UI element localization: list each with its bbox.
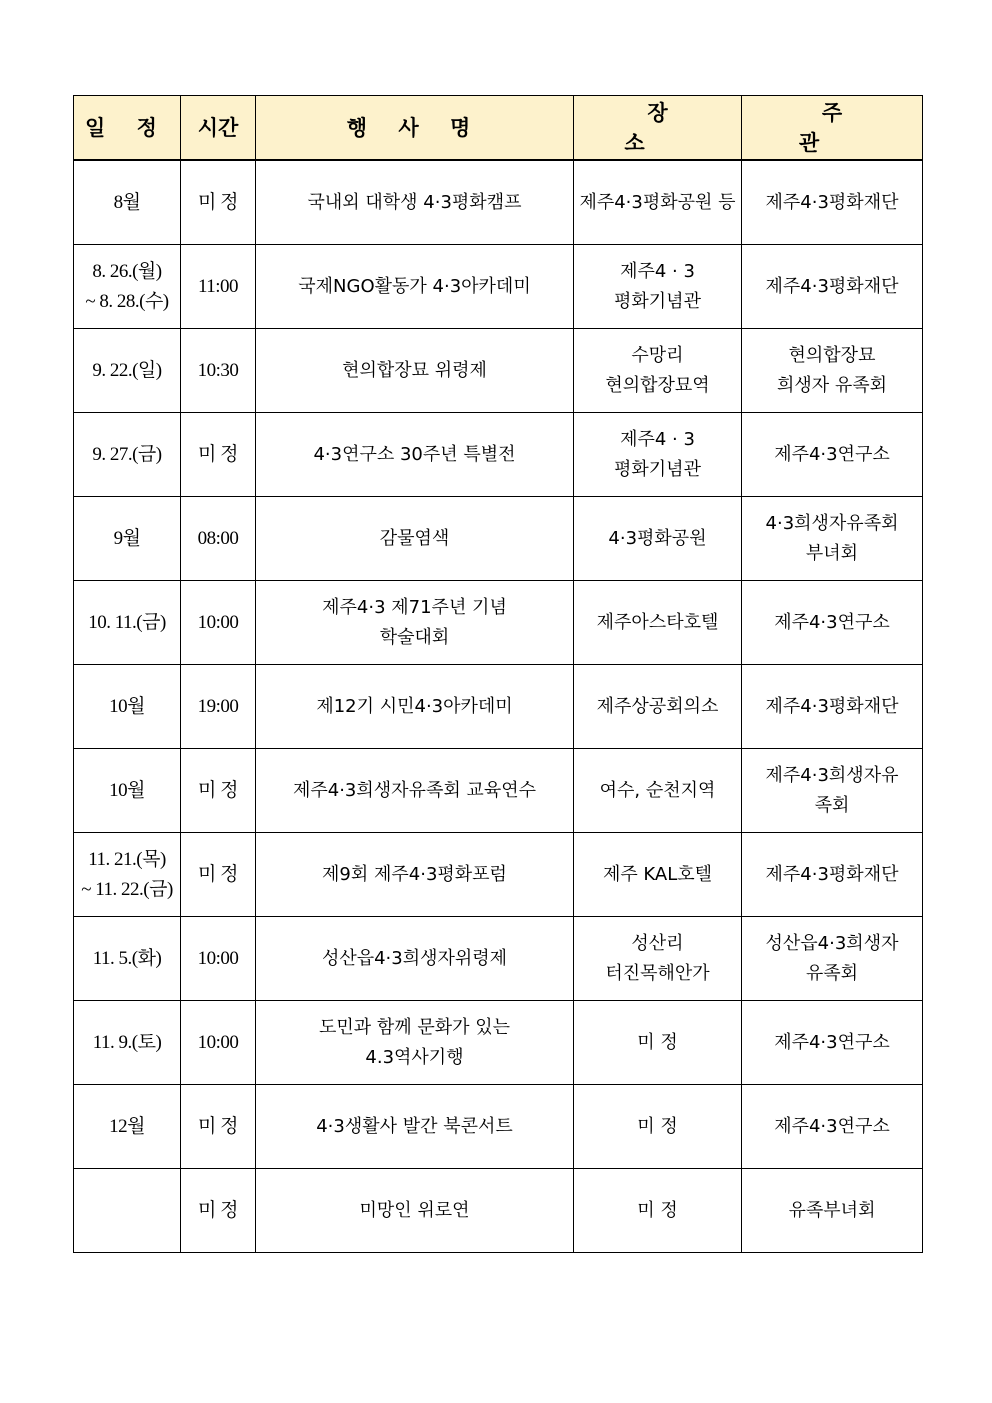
event-name-cell-line: 제9회 제주4·3평화포럼 — [322, 863, 507, 885]
host-cell — [742, 581, 923, 665]
place-cell-line: 제주4 · 3 — [620, 428, 695, 450]
host-cell — [742, 1001, 923, 1085]
place-cell — [574, 497, 742, 581]
header-time: 시간 — [181, 96, 256, 161]
date-cell-line: 11. 5.(화) — [92, 947, 162, 969]
table-row — [74, 1001, 923, 1085]
time-cell-line: 19:00 — [197, 695, 239, 717]
date-cell-line: ~ 8. 28.(수) — [85, 290, 169, 312]
date-cell — [74, 329, 181, 413]
event-name-cell — [256, 1085, 574, 1169]
host-cell-line: 4·3희생자유족회 — [765, 512, 899, 534]
host-cell — [742, 833, 923, 917]
event-name-cell-line: 성산읍4·3희생자위령제 — [321, 947, 508, 969]
time-cell — [181, 1001, 256, 1085]
host-cell-line: 희생자 유족회 — [776, 374, 888, 396]
event-name-cell-line: 4·3연구소 30주년 특별전 — [313, 443, 516, 465]
place-cell-line: 여수, 순천지역 — [599, 779, 716, 801]
place-cell — [574, 1001, 742, 1085]
place-cell-line: 터진목해안가 — [605, 962, 710, 984]
date-cell — [74, 1085, 181, 1169]
time-cell — [181, 497, 256, 581]
header-host: 주 관 — [742, 96, 923, 161]
table-body — [74, 160, 923, 1253]
time-cell — [181, 833, 256, 917]
place-cell — [574, 413, 742, 497]
date-cell — [74, 413, 181, 497]
date-cell — [74, 497, 181, 581]
date-cell-line: 11. 9.(토) — [92, 1031, 162, 1053]
event-name-cell — [256, 581, 574, 665]
event-name-cell-line: 제주4·3 제71주년 기념 — [322, 596, 507, 618]
host-cell-line: 유족부녀회 — [788, 1199, 876, 1221]
host-cell — [742, 917, 923, 1001]
place-cell — [574, 581, 742, 665]
event-name-cell-line: 4.3역사기행 — [365, 1046, 464, 1068]
event-name-cell-line: 현의합장묘 위령제 — [342, 359, 487, 381]
table-row — [74, 833, 923, 917]
event-name-cell-line: 감물염색 — [379, 527, 450, 549]
time-cell — [181, 665, 256, 749]
host-cell-line: 부녀회 — [805, 542, 859, 564]
place-cell — [574, 160, 742, 245]
place-cell — [574, 917, 742, 1001]
place-cell-line: 현의합장묘역 — [605, 374, 710, 396]
time-cell — [181, 1169, 256, 1253]
event-name-cell — [256, 749, 574, 833]
place-cell-line: 4·3평화공원 — [608, 527, 707, 549]
host-cell-line: 제주4·3평화재단 — [765, 863, 899, 885]
date-cell — [74, 245, 181, 329]
event-schedule-table — [73, 95, 923, 1253]
host-cell-line: 성산읍4·3희생자 — [765, 932, 899, 954]
event-name-cell-line: 국제NGO활동가 4·3아카데미 — [298, 275, 531, 297]
time-cell-line: 10:30 — [197, 359, 239, 381]
table-row — [74, 665, 923, 749]
date-cell-line: 8월 — [113, 191, 141, 213]
host-cell-line: 제주4·3평화재단 — [765, 191, 899, 213]
date-cell — [74, 1169, 181, 1253]
event-name-cell-line: 미망인 위로연 — [359, 1199, 470, 1221]
host-cell-line: 제주4·3희생자유 — [765, 764, 899, 786]
date-cell — [74, 917, 181, 1001]
host-cell — [742, 749, 923, 833]
host-cell-line: 제주4·3연구소 — [774, 611, 890, 633]
place-cell-line: 제주4 · 3 — [620, 260, 695, 282]
event-name-cell-line: 제12기 시민4·3아카데미 — [316, 695, 513, 717]
table-row — [74, 160, 923, 245]
event-name-cell — [256, 497, 574, 581]
time-cell — [181, 917, 256, 1001]
time-cell-line: 미 정 — [198, 779, 238, 801]
table-row — [74, 1085, 923, 1169]
time-cell-line: 10:00 — [197, 1031, 239, 1053]
host-cell-line: 유족회 — [805, 962, 859, 984]
date-cell-line: 8. 26.(월) — [92, 260, 162, 282]
date-cell — [74, 833, 181, 917]
time-cell-line: 미 정 — [198, 1115, 238, 1137]
date-cell-line: 9. 27.(금) — [92, 443, 162, 465]
event-name-cell-line: 국내외 대학생 4·3평화캠프 — [307, 191, 522, 213]
place-cell-line: 제주 KAL호텔 — [602, 863, 713, 885]
time-cell-line: 미 정 — [198, 863, 238, 885]
time-cell-line: 미 정 — [198, 1199, 238, 1221]
host-cell — [742, 665, 923, 749]
time-cell-line: 미 정 — [198, 443, 238, 465]
event-name-cell — [256, 917, 574, 1001]
date-cell — [74, 749, 181, 833]
date-cell-line: 12월 — [109, 1115, 145, 1137]
time-cell-line: 11:00 — [197, 275, 239, 297]
event-name-cell — [256, 245, 574, 329]
place-cell — [574, 665, 742, 749]
place-cell-line: 성산리 — [631, 932, 684, 954]
event-name-cell — [256, 329, 574, 413]
time-cell — [181, 160, 256, 245]
place-cell-line: 미 정 — [637, 1115, 678, 1137]
time-cell — [181, 245, 256, 329]
time-cell — [181, 413, 256, 497]
host-cell-line: 현의합장묘 — [788, 344, 876, 366]
place-cell-line: 평화기념관 — [614, 458, 701, 480]
date-cell — [74, 160, 181, 245]
event-name-cell — [256, 1001, 574, 1085]
table-row — [74, 245, 923, 329]
time-cell-line: 미 정 — [198, 191, 238, 213]
header-date: 일 정 — [74, 96, 181, 161]
host-cell — [742, 497, 923, 581]
time-cell — [181, 749, 256, 833]
event-name-cell-line: 도민과 함께 문화가 있는 — [318, 1016, 511, 1038]
host-cell-line: 제주4·3연구소 — [774, 1031, 890, 1053]
place-cell-line: 제주상공회의소 — [596, 695, 719, 717]
host-cell — [742, 245, 923, 329]
host-cell-line: 제주4·3연구소 — [774, 443, 890, 465]
date-cell-line: 10월 — [109, 695, 145, 717]
place-cell — [574, 1085, 742, 1169]
event-name-cell-line: 학술대회 — [379, 626, 450, 648]
date-cell-line: ~ 11. 22.(금) — [81, 878, 173, 900]
time-cell-line: 10:00 — [197, 611, 239, 633]
table-row — [74, 1169, 923, 1253]
event-name-cell-line: 4·3생활사 발간 북콘서트 — [316, 1115, 513, 1137]
header-place: 장 소 — [574, 96, 742, 161]
date-cell-line: 11. 21.(목) — [88, 848, 166, 870]
event-name-cell — [256, 833, 574, 917]
place-cell-line: 제주4·3평화공원 등 — [579, 191, 736, 213]
date-cell-line: 10월 — [109, 779, 145, 801]
time-cell-line: 10:00 — [197, 947, 239, 969]
date-cell-line: 9월 — [113, 527, 141, 549]
time-cell — [181, 581, 256, 665]
event-name-cell — [256, 665, 574, 749]
host-cell — [742, 1085, 923, 1169]
host-cell — [742, 1169, 923, 1253]
table-row — [74, 917, 923, 1001]
table-row — [74, 413, 923, 497]
host-cell-line: 제주4·3평화재단 — [765, 695, 899, 717]
date-cell — [74, 581, 181, 665]
place-cell-line: 수망리 — [631, 344, 684, 366]
host-cell-line: 제주4·3연구소 — [774, 1115, 890, 1137]
table-row — [74, 749, 923, 833]
event-name-cell — [256, 1169, 574, 1253]
date-cell-line: 10. 11.(금) — [88, 611, 166, 633]
place-cell — [574, 833, 742, 917]
time-cell — [181, 1085, 256, 1169]
event-name-cell — [256, 413, 574, 497]
place-cell-line: 제주아스타호텔 — [596, 611, 719, 633]
host-cell — [742, 329, 923, 413]
place-cell-line: 미 정 — [637, 1031, 678, 1053]
time-cell-line: 08:00 — [197, 527, 239, 549]
date-cell — [74, 665, 181, 749]
date-cell — [74, 1001, 181, 1085]
host-cell — [742, 413, 923, 497]
table-row — [74, 329, 923, 413]
table-header-row — [74, 96, 923, 161]
event-name-cell — [256, 160, 574, 245]
place-cell — [574, 245, 742, 329]
date-cell-line: 9. 22.(일) — [92, 359, 162, 381]
host-cell-line: 제주4·3평화재단 — [765, 275, 899, 297]
host-cell — [742, 160, 923, 245]
table-row — [74, 497, 923, 581]
place-cell-line: 미 정 — [637, 1199, 678, 1221]
host-cell-line: 족회 — [814, 794, 850, 816]
place-cell — [574, 1169, 742, 1253]
place-cell — [574, 749, 742, 833]
time-cell — [181, 329, 256, 413]
table-row — [74, 581, 923, 665]
event-name-cell-line: 제주4·3희생자유족회 교육연수 — [292, 779, 536, 801]
place-cell — [574, 329, 742, 413]
header-event: 행 사 명 — [256, 96, 574, 161]
place-cell-line: 평화기념관 — [614, 290, 701, 312]
